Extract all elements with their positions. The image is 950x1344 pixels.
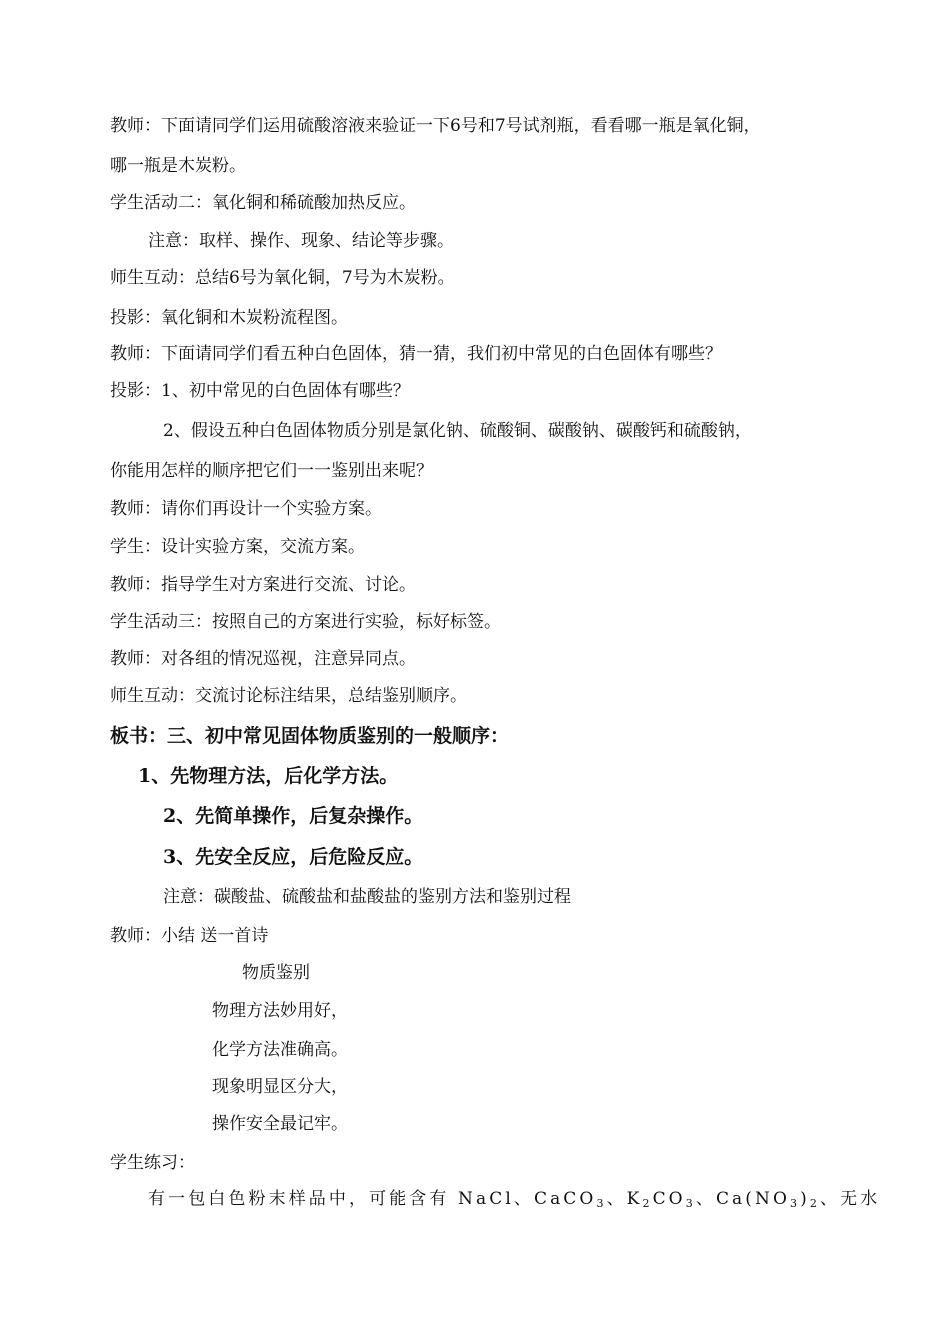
poem-line-3: 现象明显区分大， <box>212 1077 348 1097</box>
exercise-sub-1: 3 <box>596 1197 607 1210</box>
teacher-line-white-solids: 教师：下面请同学们看五种白色固体，猜一猜，我们初中常见的白色固体有哪些？ <box>110 344 722 364</box>
teacher-line-1: 教师：下面请同学们运用硫酸溶液来验证一下6号和7号试剂瓶，看看哪一瓶是氧化铜， <box>110 116 761 136</box>
poem-title: 物质鉴别 <box>242 963 310 983</box>
board-item-2: 2、先简单操作，后复杂操作。 <box>163 805 424 827</box>
exercise-line <box>148 1188 880 1210</box>
teacher-patrol: 教师：对各组的情况巡视，注意异同点。 <box>110 649 416 669</box>
exercise-suffix: 、无水 <box>819 1189 881 1209</box>
exercise-prefix: 有一包白色粉末样品中，可能含有 NaCl、CaCO <box>148 1189 597 1209</box>
teacher-line-1-cont: 哪一瓶是木炭粉。 <box>110 156 246 176</box>
poem-line-1: 物理方法妙用好， <box>212 1001 348 1021</box>
poem-line-4: 操作安全最记牢。 <box>212 1114 348 1134</box>
teacher-guide-discussion: 教师：指导学生对方案进行交流、讨论。 <box>110 575 416 595</box>
board-item-1: 1、先物理方法，后化学方法。 <box>138 765 399 787</box>
note-identification: 注意：碳酸盐、硫酸盐和盐酸盐的鉴别方法和鉴别过程 <box>163 887 571 907</box>
projection-question-2: 2、假设五种白色固体物质分别是氯化钠、硫酸铜、碳酸钠、碳酸钙和硫酸钠， <box>163 421 752 441</box>
student-activity-2: 学生活动二：氧化铜和稀硫酸加热反应。 <box>110 193 416 213</box>
exercise-sub-5: 2 <box>809 1197 820 1210</box>
exercise-mid-4: ) <box>800 1189 810 1209</box>
exercise-sub-2: 2 <box>642 1197 653 1210</box>
practice-label: 学生练习： <box>110 1153 195 1173</box>
student-activity-3: 学生活动三：按照自己的方案进行实验，标好标签。 <box>110 612 501 632</box>
interaction-summary-2: 师生互动：交流讨论标注结果，总结鉴别顺序。 <box>110 686 467 706</box>
exercise-sub-3: 3 <box>685 1197 696 1210</box>
note-steps: 注意：取样、操作、现象、结论等步骤。 <box>148 231 454 251</box>
teacher-design-plan: 教师：请你们再设计一个实验方案。 <box>110 499 382 519</box>
exercise-mid-3: 、Ca(NO <box>695 1189 791 1209</box>
projection-question-2-cont: 你能用怎样的顺序把它们一一鉴别出来呢？ <box>110 461 433 481</box>
teacher-summary: 教师：小结 送一首诗 <box>110 926 269 946</box>
projection-question-1: 投影：1、初中常见的白色固体有哪些？ <box>110 381 410 401</box>
exercise-mid-1: 、K <box>606 1189 643 1209</box>
board-item-3: 3、先安全反应，后危险反应。 <box>163 846 424 868</box>
board-title: 板书：三、初中常见固体物质鉴别的一般顺序： <box>110 725 510 747</box>
projection-flowchart: 投影：氧化铜和木炭粉流程图。 <box>110 308 348 328</box>
interaction-summary-1: 师生互动：总结6号为氧化铜，7号为木炭粉。 <box>110 268 455 288</box>
exercise-sub-4: 3 <box>790 1197 801 1210</box>
exercise-mid-2: CO <box>652 1189 686 1209</box>
poem-line-2: 化学方法准确高。 <box>212 1040 348 1060</box>
student-design-plan: 学生：设计实验方案，交流方案。 <box>110 537 365 557</box>
